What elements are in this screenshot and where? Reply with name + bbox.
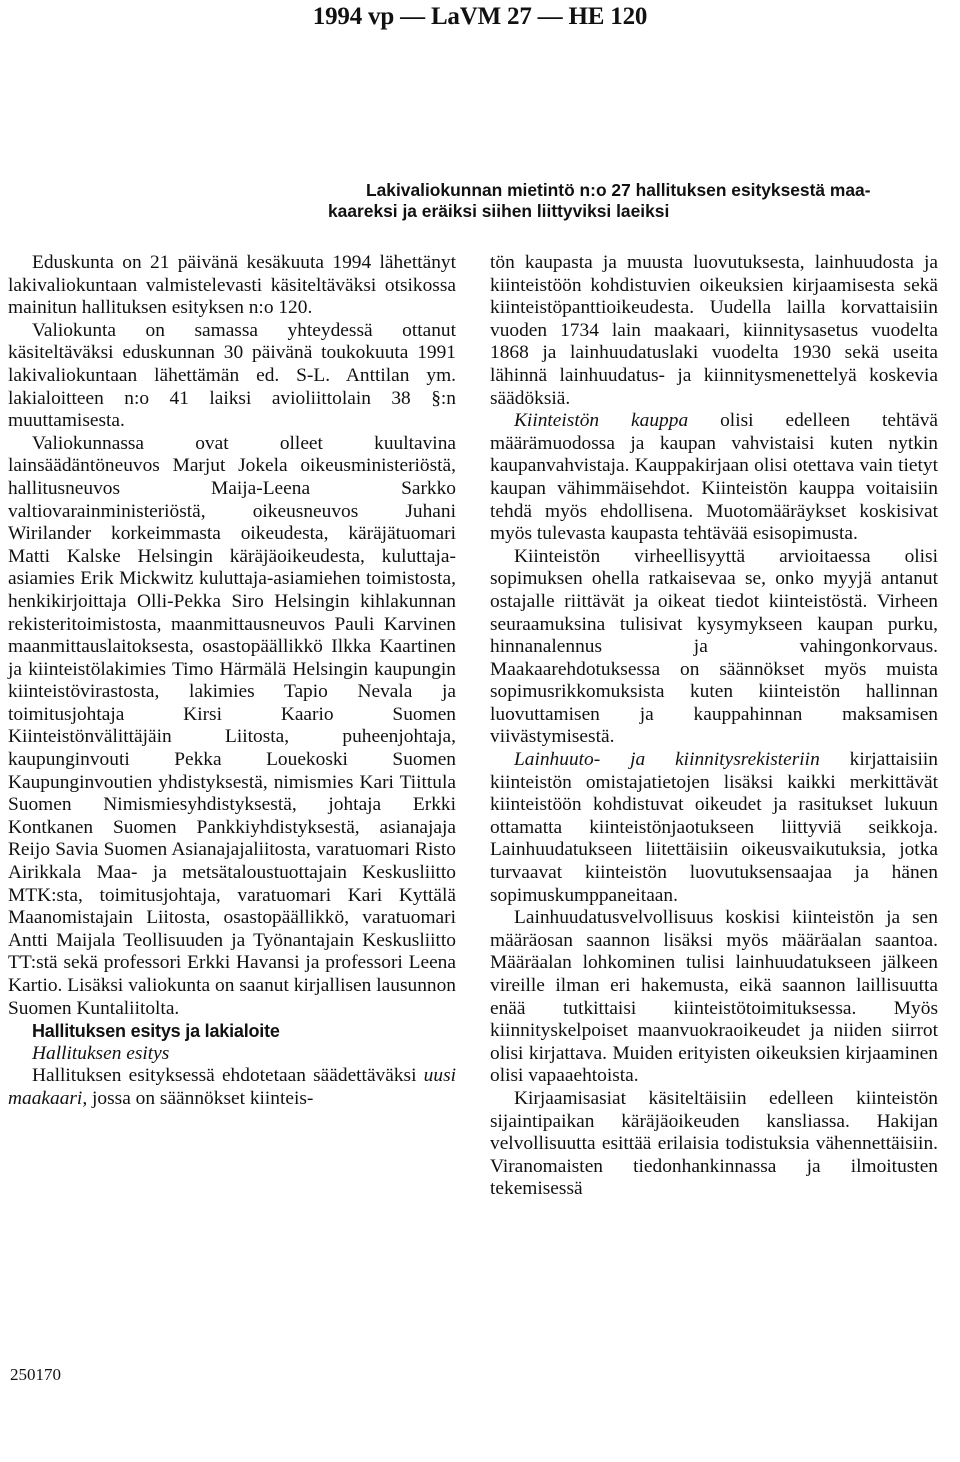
paragraph-title-registration: Lainhuudatusvelvollisuus koskisi kiinteistön ja sen määräosan saannon lisäksi myös määräalan saantoa. Määräalan lohkominen tulisi lainhuudatukseen jälkeen vireille ilman eri hakemusta, eikä saannon laillisuutta enää tutkittaisi kiinteistötoimituksessa. Myös kiinnityskelpoiset maanvuokraoikeudet ja niiden siirrot olisi kirjattava. Muiden erityisten oikeuksien kirjaaminen olisi vapaaehtoista.	[490, 907, 938, 1087]
proposal-intro-end: jossa on säännökset kiinteis-	[87, 1087, 314, 1109]
running-head: 1994 vp — LaVM 27 — HE 120	[312, 3, 648, 30]
proposal-intro-start: Hallituksen esityksessä ehdotetaan säädettäväksi	[32, 1065, 424, 1087]
sub-heading: Hallituksen esitys	[32, 1042, 170, 1064]
paragraph-property-sale	[490, 410, 938, 546]
report-title-line-1: Lakivaliokunnan mietintö n:o 27 hallituksen esityksestä maa-	[366, 180, 871, 200]
proposal-intro-emphasis: uusi maakaari,	[8, 1065, 456, 1109]
right-column	[490, 252, 938, 1201]
paragraph-proposal-intro	[8, 1065, 456, 1110]
paragraph-experts-heard: Valiokunnassa ovat olleet kuultavina lainsäädäntöneuvos Marjut Jokela oikeusministeriöstä, hallitusneuvos Maija-Leena Sarkko valtiovarainministeriöstä, oikeusneuvos Juhani Wirilander korkeimmasta oikeudesta, käräjätuomari Matti Kalske Helsingin käräjäoikeudesta, kuluttaja-asiamies Erik Mickwitz kuluttaja-asiamiehen toimistosta, henkikirjoittaja Olli-Pekka Siro Helsingin kihlakunnan rekisteritoimistosta, maanmittausneuvos Pauli Karvinen maanmittauslaitoksesta, osastopäällikkö Ilkka Kaartinen ja kiinteistölakimies Timo Härmälä Helsingin kaupungin kiinteistövirastosta, lakimies Tapio Nevala ja toimitusjohtaja Kirsi Kaario Suomen Kiinteistönvälittäjäin Liitosta, puheenjohtaja, kaupunginvouti Pekka Louekoski Suomen Kaupunginvoutien yhdistyksestä, nimismies Kari Tiittula Suomen Nimismiesyhdistyksestä, johtaja Erkki Kontkanen Suomen Pankkiyhdistyksestä, asianajaja Reijo Savia Suomen Asianajajaliitosta, varatuomari Risto Airikkala Maa- ja metsätaloustuottajain Keskusliitto MTK:sta, toimitusjohtaja, varatuomari Kari Kyttälä Maanomistajain Liitosta, osastopäällikkö, varatuomari Antti Maijala Teollisuuden ja Työnantajain Keskusliitto TT:stä sekä professori Erkki Havansi ja professori Leena Kartio. Lisäksi valiokunta on saanut kirjallisen lausunnon Suomen Kuntaliitolta.	[8, 432, 456, 1019]
registry-emphasis: Lainhuuto- ja kiinnitysrekisteriin	[514, 749, 820, 771]
paragraph-registration-matters: Kirjaamisasiat käsiteltäisiin edelleen kiinteistön sijaintipaikan käräjäoikeuden kansliassa. Hakijan velvollisuutta esittää erilaisia todistuksia vähennettäisiin. Viranomaisten tiedonhankinnassa ja ilmoitusten tekemisessä	[490, 1087, 938, 1200]
footer-code: 250170	[10, 1365, 61, 1384]
registry-text: kirjattaisiin kiinteistön omistajatietojen lisäksi kaikki merkittävät kiinteistöön kohdistuvat oikeudet ja rasitukset lukuun ottamatta kiinteistönjaotukseen liittyviä seikkoja. Lainhuudatukseen liitettäisiin oikeusvaikutuksia, jotka turvaavat kiinteistön luovutuksensaajaa ja hänen sopimuskumppaneitaan.	[490, 749, 938, 906]
section-heading: Hallituksen esitys ja lakialoite	[32, 1021, 280, 1042]
paragraph-joint-handling: Valiokunta on samassa yhteydessä ottanut käsiteltäväksi eduskunnan 30 päivänä toukokuuta 1991 lakivaliokuntaan lähettämän ed. S-L. Anttilan ym. lakialoitteen n:o 41 laiksi avioliittolain 38 §:n muuttamisesta.	[8, 319, 456, 432]
paragraph-registry	[490, 749, 938, 907]
paragraph-defects: Kiinteistön virheellisyyttä arvioitaessa olisi sopimuksen ohella ratkaisevaa se, onko myyjä antanut ostajalle riittävät ja oikeat tiedot kiinteistöstä. Virheen seuraamuksina tulisivat kysymykseen kaupan purku, hinnanalennus ja vahingonkorvaus. Maakaarehdotuksessa on säännökset myös muista sopimusrikkomuksista kuten kiinteistön hallinnan luovuttamisen ja kauppahinnan maksamisen viivästymisestä.	[490, 545, 938, 748]
property-sale-text: olisi edelleen tehtävä määrämuodossa ja kaupan vahvistaisi kuten nytkin kaupanvahvistaja. Kauppakirjaan olisi otettava vain tietyt kaupan vähimmäisehdot. Kiinteistön kauppa voitaisiin tehdä myös ehdollisena. Muotomääräykset koskisivat myös tulevasta kaupasta tehtävää esisopimusta.	[490, 410, 938, 545]
left-column	[8, 252, 456, 1111]
property-sale-emphasis: Kiinteistön kauppa	[514, 410, 689, 432]
paragraph-continuation: tön kaupasta ja muusta luovutuksesta, lainhuudosta ja kiinteistöön kohdistuvien oikeuksien kirjaamisesta sekä kiinteistöpanttioikeudesta. Uudella lailla korvattaisiin vuoden 1734 lain maakaari, kiinnitysasetus vuodelta 1868 ja lainhuudatuslaki vuodelta 1930 sekä useita lähinnä lainhuudatus- ja kiinnitysmenettelyä koskevia säädöksiä.	[490, 252, 938, 409]
paragraph-referral: Eduskunta on 21 päivänä kesäkuuta 1994 lähettänyt lakivaliokuntaan valmistelevasti käsiteltäväksi otsikossa mainitun hallituksen esityksen n:o 120.	[8, 252, 456, 319]
report-title	[328, 180, 940, 222]
report-title-line-2: kaareksi ja eräiksi siihen liittyviksi laeiksi	[328, 201, 670, 221]
